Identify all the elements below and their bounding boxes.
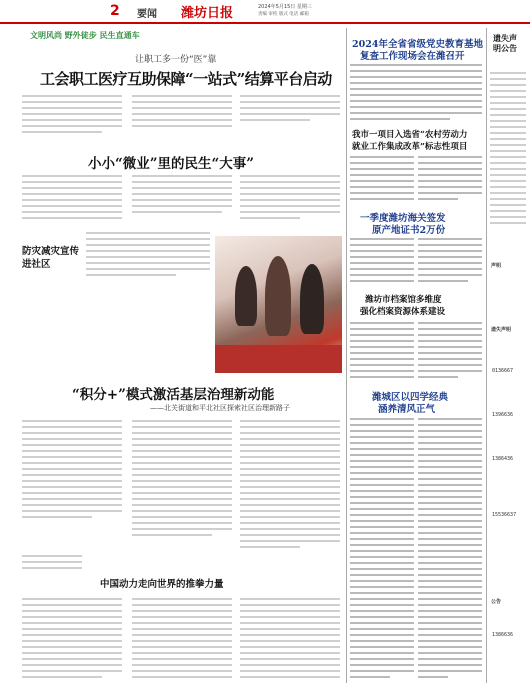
newspaper-name: 潍坊日报 — [181, 6, 234, 21]
news-photo — [215, 236, 342, 373]
column-divider — [346, 28, 347, 683]
page-number: 2 — [110, 3, 120, 19]
masthead — [0, 0, 530, 24]
story5-headline: 中国动力走向世界的推拳力量 — [100, 579, 224, 590]
story2-headline: 小小“微业”里的民生“大事” — [88, 156, 255, 172]
issue-date: 2024年5月15日 星期三 — [258, 4, 312, 10]
right-h4-line2: 强化档案资源体系建设 — [360, 307, 446, 317]
right-h3-line1: 一季度潍坊海关签发 — [360, 213, 446, 224]
right-h5-line2: 涵养清风正气 — [378, 404, 436, 415]
sidebar-phone-1: 0136667 — [492, 368, 514, 374]
section-label: 要闻 — [137, 9, 157, 20]
right-h3-line2: 原产地证书2万份 — [372, 225, 446, 236]
story4-headline: “积分+”模式激活基层治理新动能 — [72, 387, 275, 403]
right-h4-line1: 潍坊市档案馆多维度 — [365, 295, 442, 305]
right-h1-line1: 2024年全省省级党史教育基地 — [352, 39, 483, 50]
issue-meta: 责编 审校 版式 电话 邮箱 — [258, 12, 309, 17]
story3-headline: 防灾减灾宣传进社区 — [22, 246, 80, 270]
right-h5-line1: 潍城区以四学经典 — [372, 392, 449, 403]
lead-headline: 工会职工医疗互助保障“一站式”结算平台启动 — [40, 70, 332, 88]
sidebar-phone-3: 1386436 — [492, 456, 514, 462]
sidebar-phone-5: 1386636 — [492, 632, 514, 638]
sidebar-tag-3: 公告 — [491, 599, 502, 605]
sidebar-tag-2: 遗失声明 — [491, 327, 512, 333]
story4-dek: ——北关街道和平北社区探索社区治理新路子 — [150, 404, 290, 412]
lead-banner: 文明风尚 野外徒步 民生直通车 — [30, 31, 140, 40]
sidebar-phone-4: 15536637 — [492, 512, 517, 518]
sidebar-phone-2: 1396636 — [492, 412, 514, 418]
lead-subhead: 让职工多一份“医”靠 — [135, 55, 217, 65]
sidebar-title: 遗失声明公告 — [493, 34, 517, 53]
right-h2-line1: 我市一项目入选省“农村劳动力 — [352, 130, 468, 140]
right-h1-line2: 复查工作现场会在潍召开 — [360, 51, 465, 62]
sidebar-tag-1: 声明 — [491, 263, 502, 269]
column-divider — [486, 28, 487, 683]
right-h2-line2: 就业工作集成改革”标志性项目 — [352, 142, 468, 152]
